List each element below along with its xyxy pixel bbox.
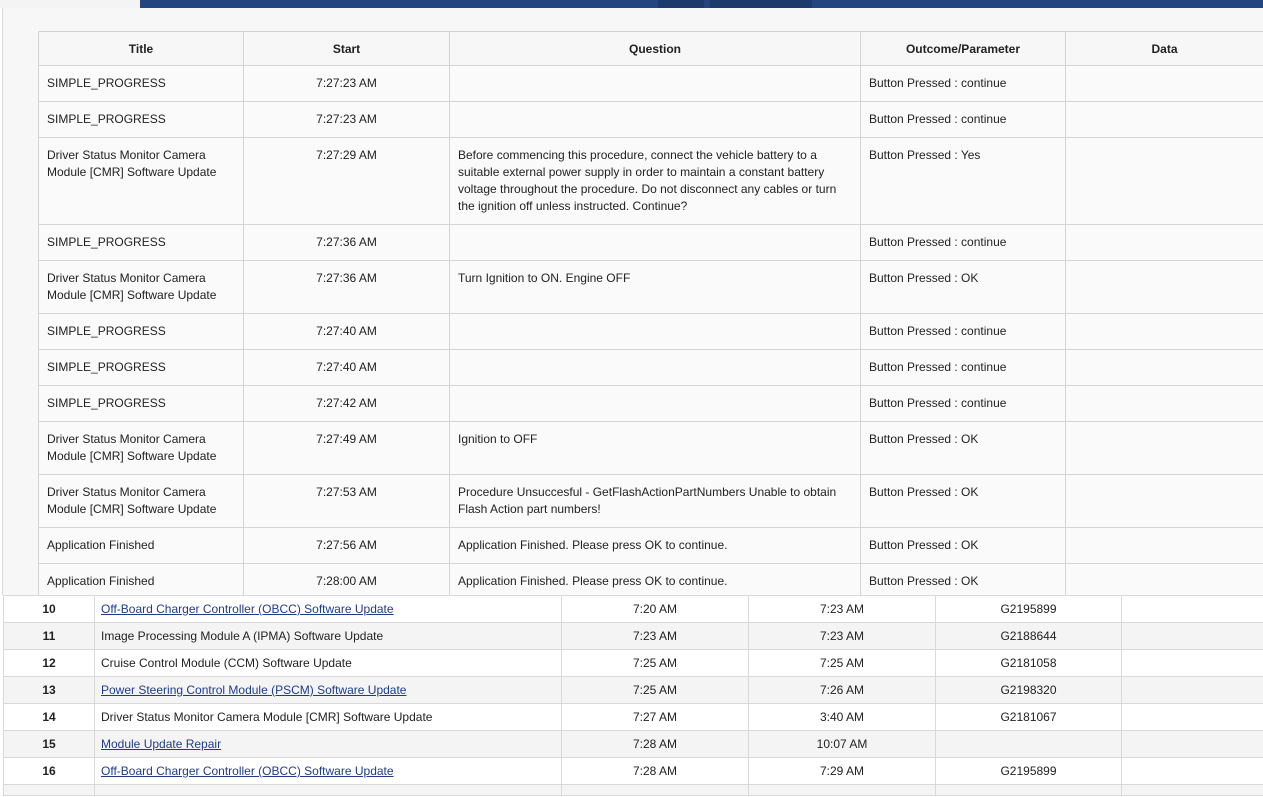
cell-outcome: Button Pressed : continue [861,225,1066,261]
cell-outcome: Button Pressed : OK [861,528,1066,564]
extra-cell [1122,596,1263,623]
calibration-code: G2181067 [936,704,1122,731]
cell-outcome: Button Pressed : continue [861,314,1066,350]
cell-outcome: Button Pressed : OK [861,422,1066,475]
cell-start: 7:28:00 AM [244,564,450,600]
start-time: 7:28 AM [562,758,749,785]
cell-question [450,102,861,138]
summary-row[interactable] [4,677,1263,704]
cell-question [450,314,861,350]
row-number: 13 [4,677,95,704]
extra-cell [1122,677,1263,704]
table-row [39,225,1263,261]
extra-cell [1122,623,1263,650]
end-time [749,785,936,796]
application-link[interactable]: Off-Board Charger Controller (OBCC) Software Update [101,764,394,778]
cell-outcome: Button Pressed : continue [861,350,1066,386]
application-name [95,785,562,796]
cell-outcome: Button Pressed : continue [861,66,1066,102]
session-summary-table [3,595,1263,796]
end-time: 7:23 AM [749,623,936,650]
table-row [39,350,1263,386]
cell-start: 7:27:56 AM [244,528,450,564]
cell-title: SIMPLE_PROGRESS [39,350,244,386]
start-time: 7:25 AM [562,677,749,704]
calibration-code: G2181058 [936,650,1122,677]
calibration-code [936,785,1122,796]
summary-row[interactable] [4,623,1263,650]
start-time [562,785,749,796]
cell-title: Application Finished [39,528,244,564]
cell-data [1066,350,1263,386]
cell-title: Driver Status Monitor Camera Module [CMR] Software Update [39,261,244,314]
extra-cell [1122,650,1263,677]
cell-data [1066,475,1263,528]
row-number: 12 [4,650,95,677]
row-number: 10 [4,596,95,623]
end-time: 3:40 AM [749,704,936,731]
extra-cell [1122,704,1263,731]
application-name: Driver Status Monitor Camera Module [CMR] Software Update [95,704,562,731]
application-link[interactable]: Off-Board Charger Controller (OBCC) Software Update [101,602,394,616]
start-time: 7:27 AM [562,704,749,731]
cell-data [1066,138,1263,225]
cell-question [450,386,861,422]
end-time: 10:07 AM [749,731,936,758]
cell-question: Application Finished. Please press OK to continue. [450,528,861,564]
application-name: Image Processing Module A (IPMA) Software Update [95,623,562,650]
table-row [39,528,1263,564]
extra-cell [1122,731,1263,758]
cell-title: SIMPLE_PROGRESS [39,225,244,261]
cell-start: 7:27:49 AM [244,422,450,475]
extra-cell [1122,785,1263,796]
cell-title: SIMPLE_PROGRESS [39,314,244,350]
cell-outcome: Button Pressed : Yes [861,138,1066,225]
cell-outcome: Button Pressed : continue [861,102,1066,138]
summary-row-cut-off[interactable] [4,785,1263,796]
cell-start: 7:27:29 AM [244,138,450,225]
application-name [95,758,562,785]
end-time: 7:26 AM [749,677,936,704]
cell-data [1066,225,1263,261]
cell-start: 7:27:36 AM [244,261,450,314]
table-row [39,386,1263,422]
summary-row[interactable] [4,758,1263,785]
calibration-code: G2198320 [936,677,1122,704]
cell-start: 7:27:36 AM [244,225,450,261]
cell-start: 7:27:40 AM [244,314,450,350]
row-number [4,785,95,796]
cell-start: 7:27:40 AM [244,350,450,386]
cell-question [450,225,861,261]
end-time: 7:23 AM [749,596,936,623]
cell-outcome: Button Pressed : OK [861,564,1066,600]
cell-question [450,350,861,386]
cell-title: Driver Status Monitor Camera Module [CMR] Software Update [39,422,244,475]
cell-start: 7:27:42 AM [244,386,450,422]
cell-title: Driver Status Monitor Camera Module [CMR] Software Update [39,138,244,225]
cell-data [1066,422,1263,475]
summary-row[interactable] [4,704,1263,731]
cell-data [1066,102,1263,138]
cell-data [1066,528,1263,564]
col-header-data[interactable]: Data [1066,32,1263,66]
cell-outcome: Button Pressed : continue [861,386,1066,422]
col-header-outcome[interactable]: Outcome/Parameter [861,32,1066,66]
summary-row[interactable] [4,731,1263,758]
row-number: 15 [4,731,95,758]
table-row [39,422,1263,475]
extra-cell [1122,758,1263,785]
cell-start: 7:27:53 AM [244,475,450,528]
start-time: 7:28 AM [562,731,749,758]
application-link[interactable]: Module Update Repair [101,737,222,751]
table-row [39,102,1263,138]
calibration-code: G2188644 [936,623,1122,650]
cell-start: 7:27:23 AM [244,102,450,138]
row-number: 11 [4,623,95,650]
cell-question: Ignition to OFF [450,422,861,475]
cell-question: Turn Ignition to ON. Engine OFF [450,261,861,314]
top-toolbar [0,0,1263,8]
application-name [95,731,562,758]
table-row [39,475,1263,528]
cell-title: SIMPLE_PROGRESS [39,102,244,138]
start-time: 7:25 AM [562,650,749,677]
cell-title: Driver Status Monitor Camera Module [CMR] Software Update [39,475,244,528]
start-time: 7:23 AM [562,623,749,650]
end-time: 7:29 AM [749,758,936,785]
cell-outcome: Button Pressed : OK [861,475,1066,528]
cell-data [1066,386,1263,422]
cell-question: Before commencing this procedure, connect the vehicle battery to a suitable external power supply in order to maintain a constant battery voltage throughout the procedure. Do not disconnect any cables or turn the ignition off unless instructed. Continue? [450,138,861,225]
summary-row[interactable] [4,650,1263,677]
cell-outcome: Button Pressed : OK [861,261,1066,314]
table-row [39,314,1263,350]
table-row [39,138,1263,225]
application-name [95,596,562,623]
cell-question [450,66,861,102]
calibration-code: G2195899 [936,596,1122,623]
cell-title: Application Finished [39,564,244,600]
table-row [39,66,1263,102]
col-header-start[interactable]: Start [244,32,450,66]
cell-question: Application Finished. Please press OK to continue. [450,564,861,600]
end-time: 7:25 AM [749,650,936,677]
summary-row[interactable] [4,596,1263,623]
col-header-title[interactable]: Title [39,32,244,66]
application-link[interactable]: Power Steering Control Module (PSCM) Software Update [101,683,407,697]
cell-data [1066,261,1263,314]
row-number: 14 [4,704,95,731]
detail-header-row [39,32,1263,66]
col-header-question[interactable]: Question [450,32,861,66]
cell-title: SIMPLE_PROGRESS [39,386,244,422]
row-number: 16 [4,758,95,785]
cell-data [1066,314,1263,350]
calibration-code: G2195899 [936,758,1122,785]
application-name [95,677,562,704]
application-name: Cruise Control Module (CCM) Software Update [95,650,562,677]
cell-title: SIMPLE_PROGRESS [39,66,244,102]
procedure-detail-table [38,31,1263,600]
start-time: 7:20 AM [562,596,749,623]
active-tab[interactable] [0,0,141,8]
table-row [39,261,1263,314]
calibration-code [936,731,1122,758]
cell-question: Procedure Unsuccesful - GetFlashActionPartNumbers Unable to obtain Flash Action part numbers! [450,475,861,528]
cell-data [1066,66,1263,102]
cell-start: 7:27:23 AM [244,66,450,102]
